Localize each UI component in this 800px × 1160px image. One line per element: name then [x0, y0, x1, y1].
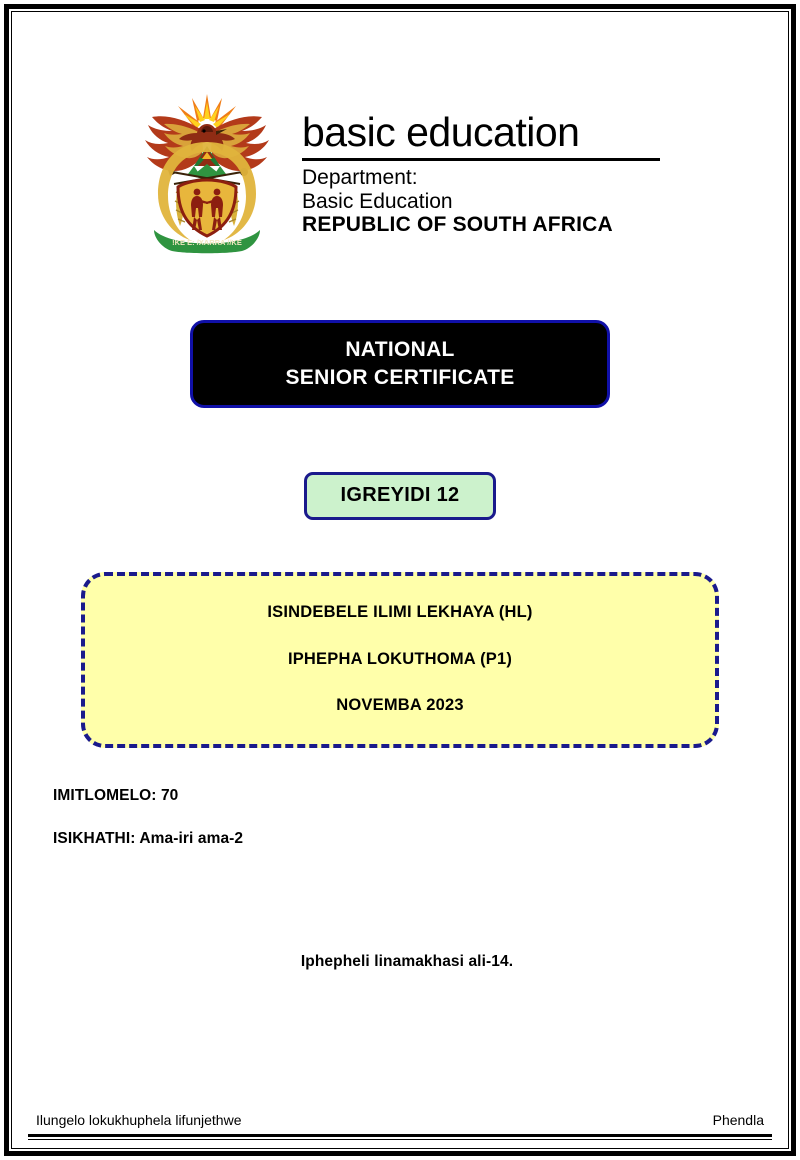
- coat-of-arms-motto: !KE E: /XARRA //KE: [172, 238, 242, 247]
- footer-text-row: [28, 1112, 772, 1134]
- exam-meta: [42, 788, 758, 847]
- grade-box: IGREYIDI 12: [304, 472, 497, 520]
- logo-department-name: Basic Education: [302, 189, 453, 213]
- footer-divider-thin: [28, 1139, 772, 1140]
- subject-details-box: [81, 572, 719, 748]
- page-content: [12, 12, 788, 1148]
- page-count-note: Iphepheli linamakhasi ali-14.: [300, 952, 514, 970]
- national-senior-certificate-banner: [190, 320, 610, 408]
- time-line: ISIKHATHI: Ama-iri ama-2: [53, 830, 244, 848]
- page-inner-border: [11, 11, 789, 1149]
- marks-line: IMITLOMELO: 70: [53, 786, 179, 804]
- logo-divider: [302, 158, 660, 161]
- footer-divider: [28, 1134, 772, 1137]
- subject-name: ISINDEBELE ILIMI LEKHAYA (HL): [267, 603, 533, 622]
- department-logo-text: [302, 84, 660, 237]
- exam-session: NOVEMBA 2023: [336, 696, 464, 715]
- certificate-line-2: SENIOR CERTIFICATE: [285, 365, 515, 389]
- paper-number: IPHEPHA LOKUTHOMA (P1): [287, 649, 513, 668]
- grade-box-wrap: [42, 472, 758, 520]
- logo-country: REPUBLIC OF SOUTH AFRICA: [302, 213, 613, 237]
- logo-department-label: Department:: [302, 166, 418, 189]
- page-border: [4, 4, 796, 1156]
- certificate-line-1: NATIONAL: [345, 338, 455, 361]
- turn-over-notice: Phendla: [712, 1112, 764, 1128]
- copyright-notice: Ilungelo lokukhuphela lifunjethwe: [36, 1112, 242, 1128]
- subject-box-wrap: [42, 572, 758, 748]
- page-footer: [22, 1112, 778, 1140]
- certificate-banner-wrap: [42, 320, 758, 408]
- department-header: [42, 12, 758, 254]
- logo-main-title: basic education: [302, 109, 580, 155]
- south-african-coat-of-arms-icon: [132, 84, 282, 254]
